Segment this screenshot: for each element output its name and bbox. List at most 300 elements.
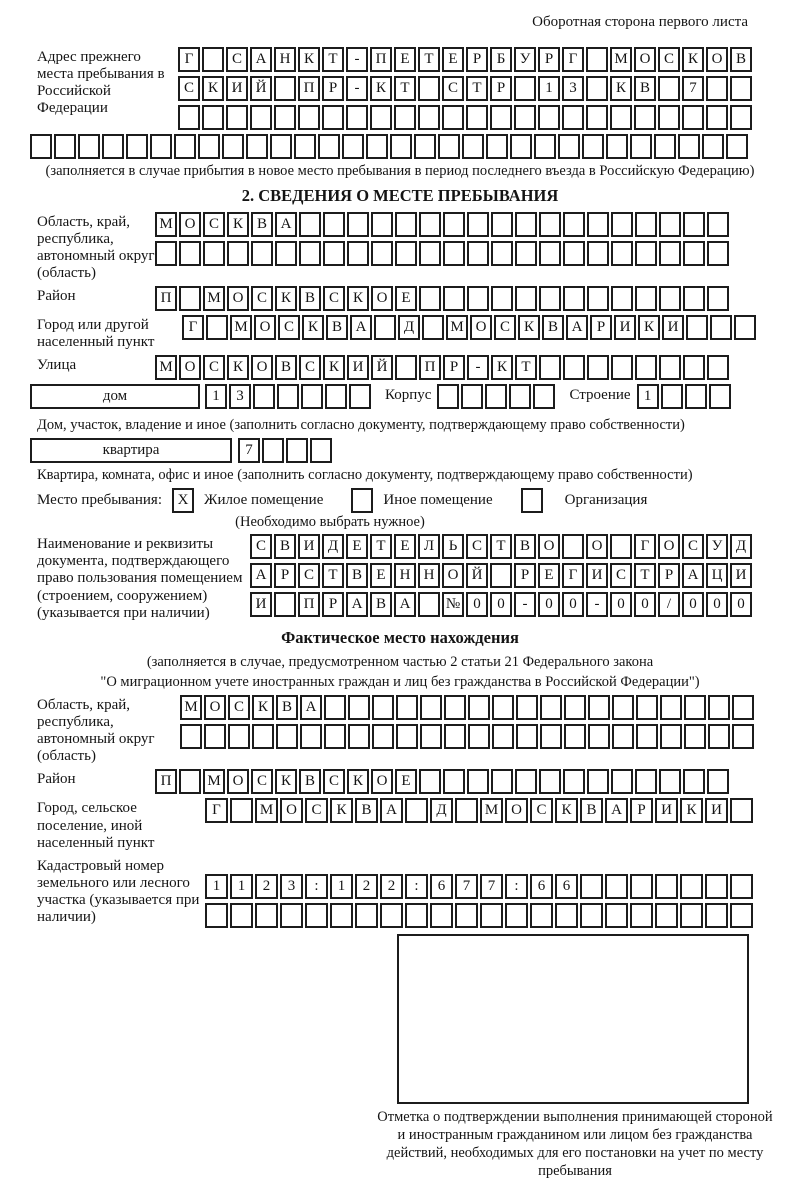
char-cell[interactable] bbox=[563, 241, 585, 266]
char-cell[interactable] bbox=[492, 695, 514, 720]
char-cell[interactable]: 0 bbox=[538, 592, 560, 617]
char-cell[interactable] bbox=[179, 286, 201, 311]
char-cell[interactable] bbox=[707, 212, 729, 237]
char-cell[interactable] bbox=[564, 724, 586, 749]
char-cell[interactable] bbox=[420, 695, 442, 720]
char-cell[interactable]: У bbox=[706, 534, 728, 559]
char-cell[interactable] bbox=[204, 724, 226, 749]
char-cell[interactable]: В bbox=[346, 563, 368, 588]
char-cell[interactable] bbox=[491, 769, 513, 794]
char-cell[interactable]: С bbox=[298, 563, 320, 588]
char-cell[interactable] bbox=[705, 903, 728, 928]
char-cell[interactable]: 1 bbox=[205, 384, 227, 409]
char-cell[interactable] bbox=[438, 134, 460, 159]
char-cell[interactable]: 3 bbox=[562, 76, 584, 101]
char-cell[interactable] bbox=[372, 724, 394, 749]
char-cell[interactable]: С bbox=[203, 212, 225, 237]
char-cell[interactable] bbox=[324, 724, 346, 749]
stay-type-checkbox-organization[interactable] bbox=[521, 488, 543, 513]
char-cell[interactable] bbox=[274, 592, 296, 617]
char-cell[interactable] bbox=[610, 534, 632, 559]
char-cell[interactable]: И bbox=[586, 563, 608, 588]
char-cell[interactable]: М bbox=[155, 355, 177, 380]
char-cell[interactable] bbox=[587, 212, 609, 237]
char-cell[interactable]: И bbox=[614, 315, 636, 340]
char-cell[interactable] bbox=[274, 76, 296, 101]
char-cell[interactable]: В bbox=[274, 534, 296, 559]
char-cell[interactable] bbox=[683, 355, 705, 380]
char-cell[interactable]: К bbox=[252, 695, 274, 720]
char-cell[interactable]: 7 bbox=[238, 438, 260, 463]
char-cell[interactable] bbox=[325, 384, 347, 409]
char-cell[interactable] bbox=[659, 212, 681, 237]
char-cell[interactable]: О bbox=[505, 798, 528, 823]
char-cell[interactable] bbox=[355, 903, 378, 928]
char-cell[interactable]: Р bbox=[590, 315, 612, 340]
char-cell[interactable]: К bbox=[370, 76, 392, 101]
char-cell[interactable]: М bbox=[203, 769, 225, 794]
char-cell[interactable] bbox=[205, 903, 228, 928]
char-cell[interactable] bbox=[480, 903, 503, 928]
char-cell[interactable]: 1 bbox=[538, 76, 560, 101]
char-cell[interactable] bbox=[405, 798, 428, 823]
char-cell[interactable] bbox=[683, 241, 705, 266]
char-cell[interactable] bbox=[468, 724, 490, 749]
char-cell[interactable]: К bbox=[682, 47, 704, 72]
char-cell[interactable] bbox=[605, 874, 628, 899]
char-cell[interactable] bbox=[324, 695, 346, 720]
char-cell[interactable]: В bbox=[299, 286, 321, 311]
char-cell[interactable] bbox=[509, 384, 531, 409]
char-cell[interactable]: К bbox=[680, 798, 703, 823]
char-cell[interactable] bbox=[300, 724, 322, 749]
char-cell[interactable]: К bbox=[323, 355, 345, 380]
char-cell[interactable] bbox=[490, 563, 512, 588]
char-cell[interactable]: Е bbox=[346, 534, 368, 559]
char-cell[interactable]: О bbox=[658, 534, 680, 559]
char-cell[interactable] bbox=[467, 241, 489, 266]
char-cell[interactable] bbox=[654, 134, 676, 159]
char-cell[interactable]: 6 bbox=[530, 874, 553, 899]
char-cell[interactable]: В bbox=[251, 212, 273, 237]
char-cell[interactable]: Т bbox=[515, 355, 537, 380]
char-cell[interactable]: К bbox=[330, 798, 353, 823]
char-cell[interactable] bbox=[418, 105, 440, 130]
char-cell[interactable]: И bbox=[250, 592, 272, 617]
char-cell[interactable] bbox=[298, 105, 320, 130]
char-cell[interactable]: 0 bbox=[682, 592, 704, 617]
char-cell[interactable] bbox=[323, 212, 345, 237]
char-cell[interactable] bbox=[270, 134, 292, 159]
char-cell[interactable] bbox=[396, 724, 418, 749]
char-cell[interactable] bbox=[255, 903, 278, 928]
char-cell[interactable] bbox=[437, 384, 459, 409]
char-cell[interactable] bbox=[635, 769, 657, 794]
char-cell[interactable]: 7 bbox=[455, 874, 478, 899]
char-cell[interactable] bbox=[708, 724, 730, 749]
char-cell[interactable]: М bbox=[446, 315, 468, 340]
char-cell[interactable] bbox=[461, 384, 483, 409]
char-cell[interactable]: С bbox=[226, 47, 248, 72]
char-cell[interactable] bbox=[730, 105, 752, 130]
char-cell[interactable] bbox=[395, 212, 417, 237]
char-cell[interactable] bbox=[562, 534, 584, 559]
char-cell[interactable]: Р bbox=[630, 798, 653, 823]
char-cell[interactable]: П bbox=[155, 769, 177, 794]
char-cell[interactable] bbox=[230, 798, 253, 823]
char-cell[interactable]: О bbox=[179, 212, 201, 237]
char-cell[interactable]: А bbox=[300, 695, 322, 720]
char-cell[interactable] bbox=[680, 903, 703, 928]
char-cell[interactable]: 1 bbox=[637, 384, 659, 409]
char-cell[interactable]: К bbox=[347, 769, 369, 794]
char-cell[interactable]: А bbox=[566, 315, 588, 340]
char-cell[interactable] bbox=[330, 903, 353, 928]
char-cell[interactable] bbox=[455, 798, 478, 823]
char-cell[interactable]: А bbox=[350, 315, 372, 340]
char-cell[interactable] bbox=[492, 724, 514, 749]
char-cell[interactable]: К bbox=[275, 769, 297, 794]
char-cell[interactable] bbox=[430, 903, 453, 928]
char-cell[interactable] bbox=[422, 315, 444, 340]
char-cell[interactable]: О bbox=[470, 315, 492, 340]
char-cell[interactable] bbox=[305, 903, 328, 928]
char-cell[interactable]: М bbox=[230, 315, 252, 340]
char-cell[interactable]: И bbox=[298, 534, 320, 559]
char-cell[interactable] bbox=[274, 105, 296, 130]
char-cell[interactable] bbox=[419, 769, 441, 794]
char-cell[interactable]: 0 bbox=[466, 592, 488, 617]
char-cell[interactable] bbox=[726, 134, 748, 159]
char-cell[interactable]: П bbox=[419, 355, 441, 380]
char-cell[interactable]: В bbox=[730, 47, 752, 72]
char-cell[interactable] bbox=[587, 769, 609, 794]
char-cell[interactable] bbox=[455, 903, 478, 928]
char-cell[interactable]: Р bbox=[466, 47, 488, 72]
char-cell[interactable]: 0 bbox=[490, 592, 512, 617]
char-cell[interactable] bbox=[587, 286, 609, 311]
char-cell[interactable] bbox=[660, 695, 682, 720]
char-cell[interactable]: Г bbox=[205, 798, 228, 823]
char-cell[interactable]: - bbox=[346, 76, 368, 101]
char-cell[interactable]: № bbox=[442, 592, 464, 617]
char-cell[interactable] bbox=[54, 134, 76, 159]
char-cell[interactable]: С bbox=[323, 286, 345, 311]
char-cell[interactable]: С bbox=[203, 355, 225, 380]
char-cell[interactable] bbox=[702, 134, 724, 159]
char-cell[interactable] bbox=[659, 241, 681, 266]
char-cell[interactable]: О bbox=[371, 769, 393, 794]
char-cell[interactable]: Г bbox=[562, 563, 584, 588]
char-cell[interactable] bbox=[655, 903, 678, 928]
char-cell[interactable]: А bbox=[250, 563, 272, 588]
char-cell[interactable] bbox=[414, 134, 436, 159]
char-cell[interactable] bbox=[555, 903, 578, 928]
char-cell[interactable] bbox=[558, 134, 580, 159]
char-cell[interactable] bbox=[636, 724, 658, 749]
char-cell[interactable] bbox=[78, 134, 100, 159]
char-cell[interactable] bbox=[710, 315, 732, 340]
char-cell[interactable]: 3 bbox=[280, 874, 303, 899]
char-cell[interactable]: В bbox=[326, 315, 348, 340]
char-cell[interactable] bbox=[419, 241, 441, 266]
char-cell[interactable] bbox=[683, 212, 705, 237]
char-cell[interactable] bbox=[683, 286, 705, 311]
char-cell[interactable] bbox=[374, 315, 396, 340]
char-cell[interactable]: Р bbox=[274, 563, 296, 588]
char-cell[interactable] bbox=[275, 241, 297, 266]
char-cell[interactable] bbox=[174, 134, 196, 159]
char-cell[interactable]: Р bbox=[322, 592, 344, 617]
char-cell[interactable]: И bbox=[705, 798, 728, 823]
char-cell[interactable] bbox=[505, 903, 528, 928]
char-cell[interactable] bbox=[252, 724, 274, 749]
char-cell[interactable]: А bbox=[605, 798, 628, 823]
char-cell[interactable] bbox=[709, 384, 731, 409]
char-cell[interactable] bbox=[538, 105, 560, 130]
char-cell[interactable] bbox=[346, 105, 368, 130]
char-cell[interactable] bbox=[444, 695, 466, 720]
char-cell[interactable]: И bbox=[347, 355, 369, 380]
char-cell[interactable]: П bbox=[298, 76, 320, 101]
char-cell[interactable]: Р bbox=[514, 563, 536, 588]
char-cell[interactable] bbox=[612, 724, 634, 749]
char-cell[interactable]: - bbox=[514, 592, 536, 617]
char-cell[interactable]: И bbox=[226, 76, 248, 101]
char-cell[interactable] bbox=[730, 76, 752, 101]
char-cell[interactable]: К bbox=[302, 315, 324, 340]
char-cell[interactable]: О bbox=[204, 695, 226, 720]
char-cell[interactable] bbox=[707, 769, 729, 794]
char-cell[interactable] bbox=[226, 105, 248, 130]
char-cell[interactable]: А bbox=[394, 592, 416, 617]
char-cell[interactable] bbox=[539, 241, 561, 266]
char-cell[interactable]: К bbox=[638, 315, 660, 340]
char-cell[interactable]: Т bbox=[490, 534, 512, 559]
char-cell[interactable] bbox=[30, 134, 52, 159]
char-cell[interactable] bbox=[636, 695, 658, 720]
char-cell[interactable]: М bbox=[480, 798, 503, 823]
char-cell[interactable] bbox=[102, 134, 124, 159]
char-cell[interactable] bbox=[680, 874, 703, 899]
char-cell[interactable] bbox=[246, 134, 268, 159]
stay-type-checkbox-other[interactable] bbox=[351, 488, 373, 513]
char-cell[interactable] bbox=[380, 903, 403, 928]
char-cell[interactable]: 0 bbox=[730, 592, 752, 617]
char-cell[interactable] bbox=[611, 286, 633, 311]
char-cell[interactable] bbox=[730, 874, 753, 899]
char-cell[interactable]: 1 bbox=[330, 874, 353, 899]
char-cell[interactable] bbox=[605, 903, 628, 928]
char-cell[interactable] bbox=[514, 76, 536, 101]
char-cell[interactable] bbox=[563, 355, 585, 380]
char-cell[interactable]: Т bbox=[370, 534, 392, 559]
char-cell[interactable]: С bbox=[278, 315, 300, 340]
char-cell[interactable] bbox=[466, 105, 488, 130]
char-cell[interactable] bbox=[515, 212, 537, 237]
char-cell[interactable] bbox=[678, 134, 700, 159]
char-cell[interactable] bbox=[318, 134, 340, 159]
char-cell[interactable] bbox=[491, 286, 513, 311]
char-cell[interactable]: 0 bbox=[610, 592, 632, 617]
char-cell[interactable] bbox=[420, 724, 442, 749]
char-cell[interactable] bbox=[202, 47, 224, 72]
char-cell[interactable]: Д bbox=[398, 315, 420, 340]
char-cell[interactable]: : bbox=[405, 874, 428, 899]
char-cell[interactable]: Г bbox=[182, 315, 204, 340]
char-cell[interactable] bbox=[371, 212, 393, 237]
char-cell[interactable]: С bbox=[251, 286, 273, 311]
char-cell[interactable]: С bbox=[610, 563, 632, 588]
char-cell[interactable] bbox=[563, 212, 585, 237]
char-cell[interactable] bbox=[588, 695, 610, 720]
char-cell[interactable] bbox=[485, 384, 507, 409]
char-cell[interactable] bbox=[486, 134, 508, 159]
char-cell[interactable]: М bbox=[255, 798, 278, 823]
char-cell[interactable] bbox=[539, 212, 561, 237]
char-cell[interactable] bbox=[322, 105, 344, 130]
char-cell[interactable]: М bbox=[155, 212, 177, 237]
char-cell[interactable]: М bbox=[203, 286, 225, 311]
char-cell[interactable]: Т bbox=[394, 76, 416, 101]
char-cell[interactable] bbox=[462, 134, 484, 159]
char-cell[interactable] bbox=[372, 695, 394, 720]
char-cell[interactable]: П bbox=[298, 592, 320, 617]
char-cell[interactable] bbox=[659, 355, 681, 380]
char-cell[interactable]: Н bbox=[418, 563, 440, 588]
char-cell[interactable]: В bbox=[634, 76, 656, 101]
char-cell[interactable] bbox=[706, 76, 728, 101]
char-cell[interactable] bbox=[294, 134, 316, 159]
char-cell[interactable]: О bbox=[227, 286, 249, 311]
char-cell[interactable]: О bbox=[280, 798, 303, 823]
char-cell[interactable]: Д bbox=[730, 534, 752, 559]
char-cell[interactable] bbox=[658, 105, 680, 130]
char-cell[interactable] bbox=[655, 874, 678, 899]
char-cell[interactable] bbox=[706, 105, 728, 130]
char-cell[interactable]: Т bbox=[466, 76, 488, 101]
char-cell[interactable] bbox=[580, 874, 603, 899]
char-cell[interactable]: Й bbox=[250, 76, 272, 101]
char-cell[interactable] bbox=[635, 286, 657, 311]
char-cell[interactable] bbox=[370, 105, 392, 130]
char-cell[interactable] bbox=[202, 105, 224, 130]
char-cell[interactable] bbox=[419, 286, 441, 311]
char-cell[interactable]: В bbox=[370, 592, 392, 617]
char-cell[interactable]: - bbox=[467, 355, 489, 380]
char-cell[interactable] bbox=[468, 695, 490, 720]
char-cell[interactable] bbox=[705, 874, 728, 899]
char-cell[interactable]: И bbox=[655, 798, 678, 823]
char-cell[interactable]: 0 bbox=[562, 592, 584, 617]
char-cell[interactable] bbox=[530, 903, 553, 928]
char-cell[interactable]: Б bbox=[490, 47, 512, 72]
char-cell[interactable] bbox=[685, 384, 707, 409]
char-cell[interactable] bbox=[661, 384, 683, 409]
char-cell[interactable] bbox=[611, 212, 633, 237]
char-cell[interactable] bbox=[418, 592, 440, 617]
stay-type-checkbox-residential[interactable]: X bbox=[172, 488, 194, 513]
char-cell[interactable] bbox=[206, 315, 228, 340]
char-cell[interactable]: Е bbox=[395, 769, 417, 794]
char-cell[interactable]: К bbox=[518, 315, 540, 340]
char-cell[interactable] bbox=[707, 286, 729, 311]
char-cell[interactable] bbox=[686, 315, 708, 340]
char-cell[interactable]: - bbox=[586, 592, 608, 617]
char-cell[interactable] bbox=[580, 903, 603, 928]
char-cell[interactable]: С bbox=[299, 355, 321, 380]
char-cell[interactable] bbox=[443, 212, 465, 237]
char-cell[interactable] bbox=[179, 769, 201, 794]
char-cell[interactable] bbox=[659, 286, 681, 311]
char-cell[interactable]: С bbox=[442, 76, 464, 101]
char-cell[interactable] bbox=[539, 355, 561, 380]
char-cell[interactable]: Ц bbox=[706, 563, 728, 588]
char-cell[interactable] bbox=[684, 695, 706, 720]
char-cell[interactable] bbox=[280, 903, 303, 928]
char-cell[interactable] bbox=[734, 315, 756, 340]
char-cell[interactable]: О bbox=[706, 47, 728, 72]
char-cell[interactable]: А bbox=[682, 563, 704, 588]
char-cell[interactable] bbox=[635, 241, 657, 266]
char-cell[interactable] bbox=[286, 438, 308, 463]
char-cell[interactable]: 2 bbox=[380, 874, 403, 899]
char-cell[interactable]: О bbox=[254, 315, 276, 340]
char-cell[interactable]: 0 bbox=[634, 592, 656, 617]
char-cell[interactable]: Л bbox=[418, 534, 440, 559]
char-cell[interactable]: Е bbox=[395, 286, 417, 311]
char-cell[interactable] bbox=[150, 134, 172, 159]
char-cell[interactable] bbox=[606, 134, 628, 159]
char-cell[interactable]: О bbox=[371, 286, 393, 311]
char-cell[interactable]: К bbox=[275, 286, 297, 311]
char-cell[interactable] bbox=[180, 724, 202, 749]
char-cell[interactable]: У bbox=[514, 47, 536, 72]
char-cell[interactable]: / bbox=[658, 592, 680, 617]
char-cell[interactable]: Д bbox=[430, 798, 453, 823]
char-cell[interactable] bbox=[299, 241, 321, 266]
char-cell[interactable] bbox=[155, 241, 177, 266]
char-cell[interactable] bbox=[179, 241, 201, 266]
char-cell[interactable]: С bbox=[323, 769, 345, 794]
char-cell[interactable] bbox=[395, 241, 417, 266]
char-cell[interactable] bbox=[540, 724, 562, 749]
char-cell[interactable] bbox=[563, 286, 585, 311]
char-cell[interactable] bbox=[515, 769, 537, 794]
char-cell[interactable] bbox=[534, 134, 556, 159]
char-cell[interactable] bbox=[418, 76, 440, 101]
char-cell[interactable]: Р bbox=[658, 563, 680, 588]
char-cell[interactable] bbox=[178, 105, 200, 130]
char-cell[interactable]: А bbox=[250, 47, 272, 72]
char-cell[interactable] bbox=[634, 105, 656, 130]
char-cell[interactable]: М bbox=[610, 47, 632, 72]
char-cell[interactable] bbox=[660, 724, 682, 749]
char-cell[interactable]: Е bbox=[538, 563, 560, 588]
char-cell[interactable] bbox=[276, 724, 298, 749]
char-cell[interactable] bbox=[228, 724, 250, 749]
char-cell[interactable]: Е bbox=[370, 563, 392, 588]
char-cell[interactable] bbox=[635, 212, 657, 237]
char-cell[interactable]: В bbox=[580, 798, 603, 823]
char-cell[interactable]: - bbox=[346, 47, 368, 72]
char-cell[interactable]: И bbox=[730, 563, 752, 588]
char-cell[interactable]: С bbox=[178, 76, 200, 101]
char-cell[interactable]: О bbox=[179, 355, 201, 380]
char-cell[interactable] bbox=[563, 769, 585, 794]
char-cell[interactable] bbox=[396, 695, 418, 720]
char-cell[interactable]: С bbox=[658, 47, 680, 72]
